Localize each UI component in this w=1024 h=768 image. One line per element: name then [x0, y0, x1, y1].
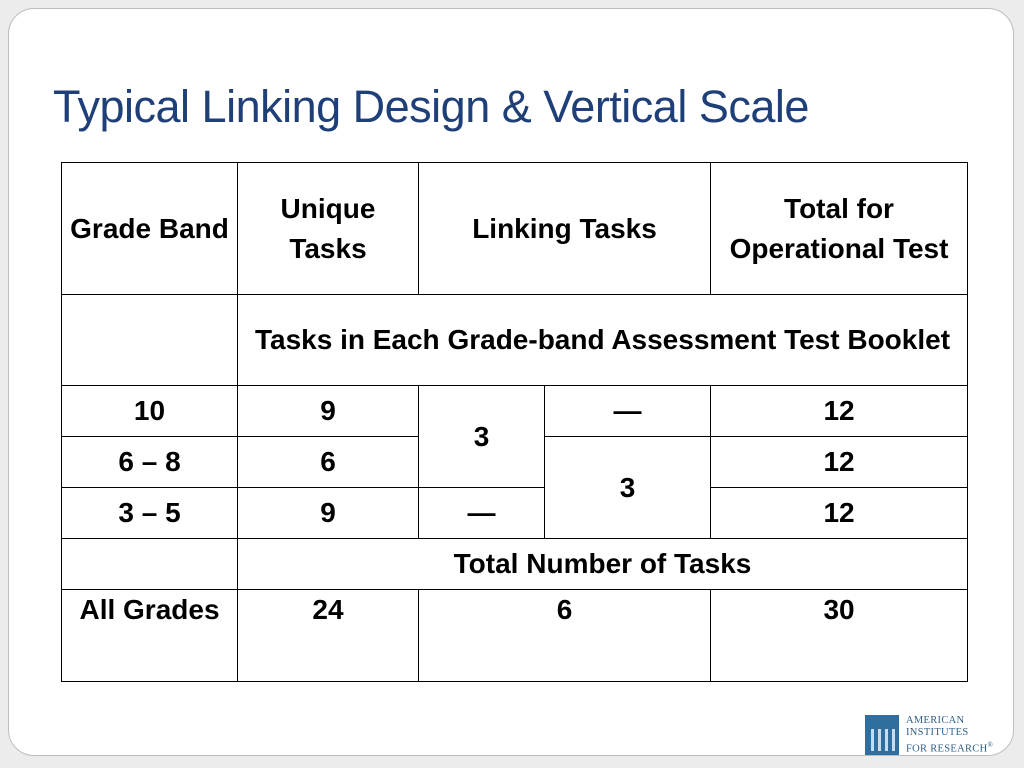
grade-cell: 10: [62, 386, 238, 437]
logo-line-3: FOR RESEARCH: [906, 743, 988, 755]
slide-title: Typical Linking Design & Vertical Scale: [53, 81, 809, 132]
linking-design-table: [61, 162, 968, 682]
linking-cell-dash: —: [545, 386, 711, 437]
section-row-total: [62, 539, 968, 590]
header-unique-tasks: Unique Tasks: [238, 163, 419, 295]
header-grade-band: Grade Band: [62, 163, 238, 295]
air-logo: [865, 715, 993, 756]
columns-logo-icon: [865, 715, 899, 755]
grade-cell: 3 – 5: [62, 488, 238, 539]
linking-cell-merged-lower: 3: [545, 437, 711, 539]
unique-tasks-cell: 9: [238, 488, 419, 539]
header-linking-tasks: Linking Tasks: [419, 163, 711, 295]
logo-line-3-wrap: [906, 739, 993, 756]
empty-cell: [62, 539, 238, 590]
logo-line-2: INSTITUTES: [906, 727, 969, 738]
header-total-operational-test: Total for Operational Test: [711, 163, 968, 295]
section-row-booklet: [62, 295, 968, 386]
unique-tasks-cell: 9: [238, 386, 419, 437]
linking-cell-dash: —: [419, 488, 545, 539]
section-label-booklet: Tasks in Each Grade-band Assessment Test Booklet: [238, 295, 968, 386]
table-row: [62, 386, 968, 437]
linking-cell-merged-upper: 3: [419, 386, 545, 488]
all-grades-unique: 24: [238, 590, 419, 682]
grade-cell: 6 – 8: [62, 437, 238, 488]
all-grades-total: 30: [711, 590, 968, 682]
logo-line-1: AMERICAN: [906, 715, 965, 726]
all-grades-linking: 6: [419, 590, 711, 682]
table-header-row: [62, 163, 968, 295]
total-cell: 12: [711, 386, 968, 437]
slide: [8, 8, 1014, 756]
table-row: [62, 488, 968, 539]
all-grades-label: All Grades: [62, 590, 238, 682]
all-grades-row: [62, 590, 968, 682]
total-cell: 12: [711, 437, 968, 488]
unique-tasks-cell: 6: [238, 437, 419, 488]
registered-mark: ®: [987, 741, 994, 749]
empty-cell: [62, 295, 238, 386]
section-label-total: Total Number of Tasks: [238, 539, 968, 590]
logo-wordmark: [906, 715, 993, 756]
total-cell: 12: [711, 488, 968, 539]
